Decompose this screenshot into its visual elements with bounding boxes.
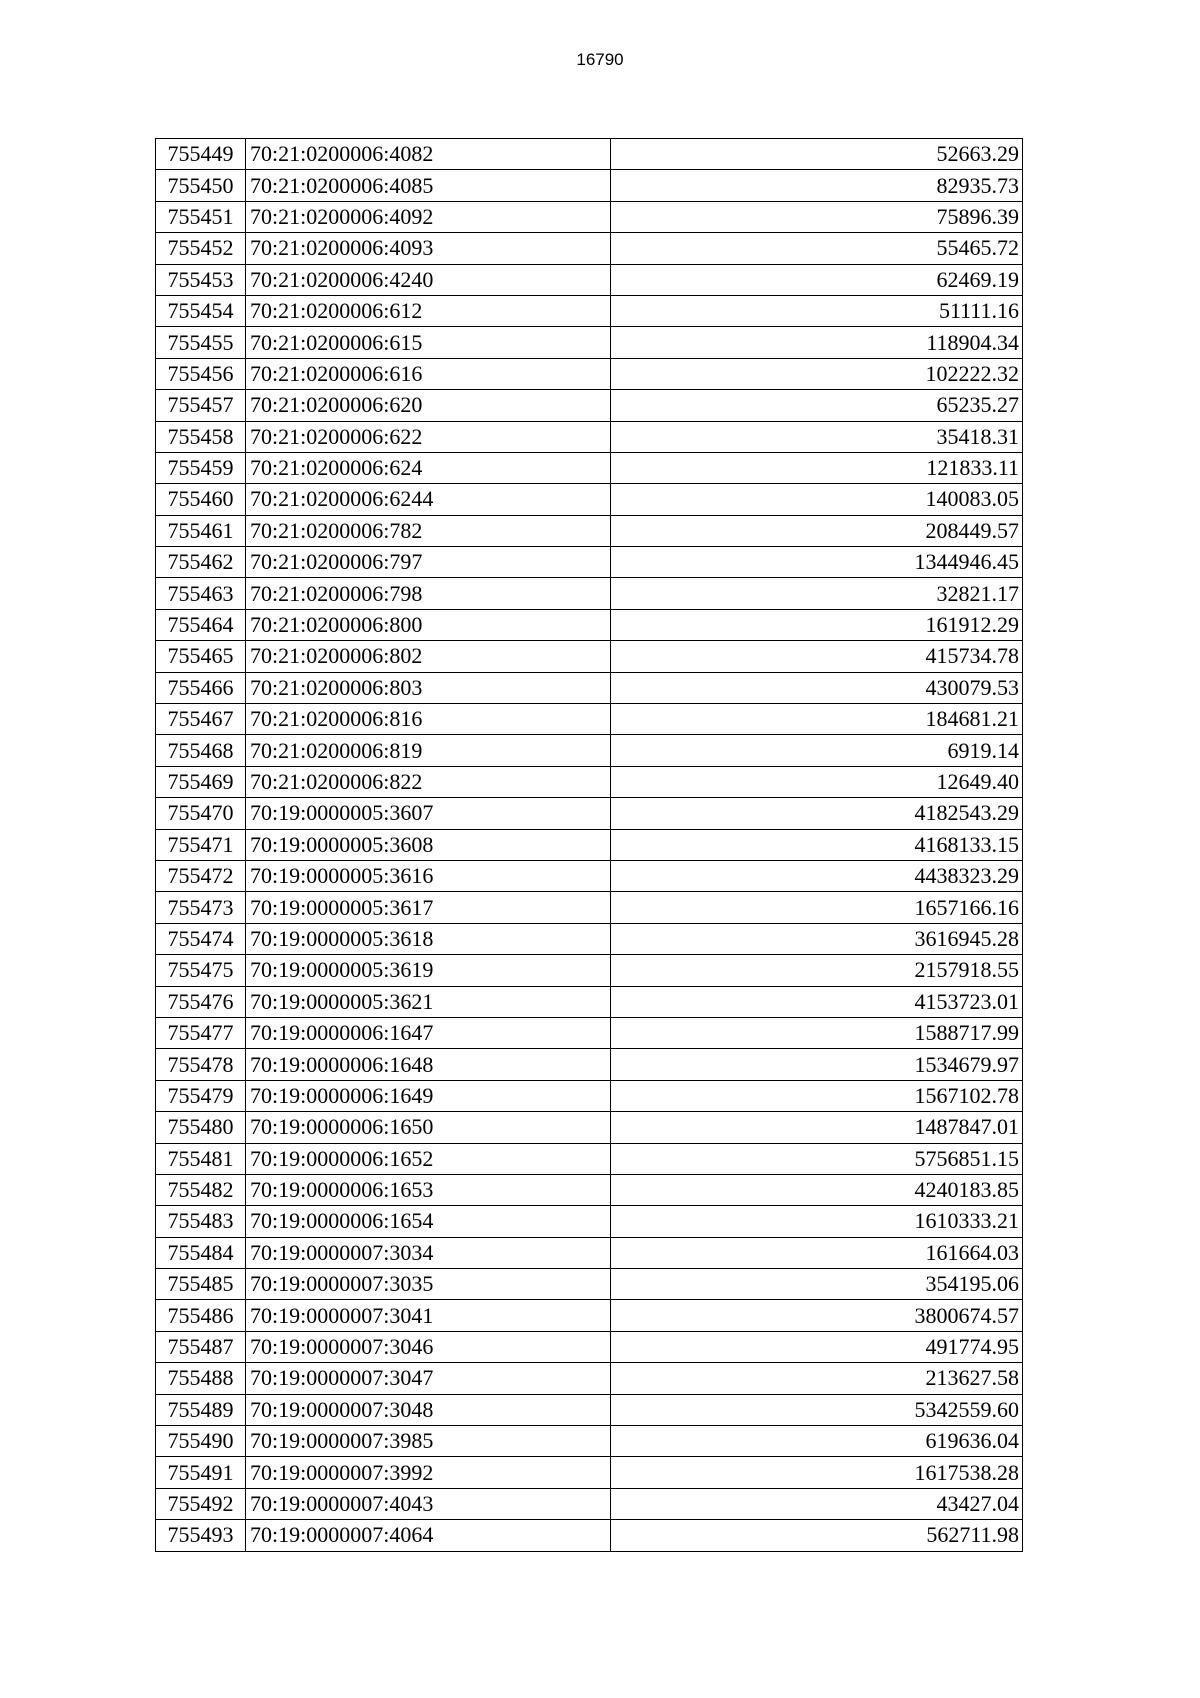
table-body <box>156 139 1023 1552</box>
value-cell: 3616945.28 <box>611 923 1023 954</box>
cadastral-number-cell: 70:21:0200006:816 <box>246 704 611 735</box>
value-cell: 75896.39 <box>611 201 1023 232</box>
row-number-cell: 755461 <box>156 515 246 546</box>
row-number-cell: 755481 <box>156 1143 246 1174</box>
table-row <box>156 735 1023 766</box>
cadastral-number-cell: 70:21:0200006:4082 <box>246 139 611 170</box>
table-row <box>156 1206 1023 1237</box>
row-number-cell: 755458 <box>156 421 246 452</box>
row-number-cell: 755485 <box>156 1269 246 1300</box>
table-row <box>156 609 1023 640</box>
table-row <box>156 641 1023 672</box>
table-row <box>156 452 1023 483</box>
value-cell: 619636.04 <box>611 1426 1023 1457</box>
value-cell: 62469.19 <box>611 264 1023 295</box>
value-cell: 562711.98 <box>611 1520 1023 1551</box>
cadastral-number-cell: 70:19:0000006:1648 <box>246 1049 611 1080</box>
table-row <box>156 704 1023 735</box>
value-cell: 102222.32 <box>611 358 1023 389</box>
table-row <box>156 233 1023 264</box>
row-number-cell: 755480 <box>156 1112 246 1143</box>
table-row <box>156 892 1023 923</box>
table-row <box>156 139 1023 170</box>
row-number-cell: 755486 <box>156 1300 246 1331</box>
cadastral-number-cell: 70:19:0000005:3618 <box>246 923 611 954</box>
table-row <box>156 1426 1023 1457</box>
row-number-cell: 755487 <box>156 1331 246 1362</box>
data-table <box>155 138 1023 1552</box>
cadastral-number-cell: 70:19:0000005:3616 <box>246 860 611 891</box>
row-number-cell: 755488 <box>156 1363 246 1394</box>
value-cell: 5756851.15 <box>611 1143 1023 1174</box>
table-row <box>156 1269 1023 1300</box>
value-cell: 43427.04 <box>611 1488 1023 1519</box>
value-cell: 184681.21 <box>611 704 1023 735</box>
row-number-cell: 755467 <box>156 704 246 735</box>
value-cell: 161664.03 <box>611 1237 1023 1268</box>
row-number-cell: 755476 <box>156 986 246 1017</box>
cadastral-number-cell: 70:21:0200006:803 <box>246 672 611 703</box>
table-row <box>156 672 1023 703</box>
cadastral-number-cell: 70:19:0000007:4064 <box>246 1520 611 1551</box>
value-cell: 161912.29 <box>611 609 1023 640</box>
cadastral-number-cell: 70:19:0000006:1650 <box>246 1112 611 1143</box>
row-number-cell: 755489 <box>156 1394 246 1425</box>
value-cell: 2157918.55 <box>611 955 1023 986</box>
table-row <box>156 1520 1023 1551</box>
cadastral-number-cell: 70:21:0200006:798 <box>246 578 611 609</box>
table-row <box>156 766 1023 797</box>
cadastral-number-cell: 70:19:0000006:1647 <box>246 1017 611 1048</box>
table-row <box>156 829 1023 860</box>
table-row <box>156 578 1023 609</box>
cadastral-number-cell: 70:19:0000007:3034 <box>246 1237 611 1268</box>
table-row <box>156 1143 1023 1174</box>
cadastral-number-cell: 70:19:0000005:3608 <box>246 829 611 860</box>
row-number-cell: 755449 <box>156 139 246 170</box>
value-cell: 51111.16 <box>611 295 1023 326</box>
cadastral-number-cell: 70:19:0000006:1649 <box>246 1080 611 1111</box>
cadastral-number-cell: 70:21:0200006:802 <box>246 641 611 672</box>
cadastral-number-cell: 70:21:0200006:612 <box>246 295 611 326</box>
value-cell: 1617538.28 <box>611 1457 1023 1488</box>
cadastral-number-cell: 70:19:0000007:4043 <box>246 1488 611 1519</box>
value-cell: 118904.34 <box>611 327 1023 358</box>
table-row <box>156 295 1023 326</box>
row-number-cell: 755466 <box>156 672 246 703</box>
cadastral-number-cell: 70:21:0200006:4092 <box>246 201 611 232</box>
row-number-cell: 755482 <box>156 1174 246 1205</box>
cadastral-number-cell: 70:19:0000007:3985 <box>246 1426 611 1457</box>
row-number-cell: 755484 <box>156 1237 246 1268</box>
cadastral-number-cell: 70:19:0000007:3035 <box>246 1269 611 1300</box>
table-row <box>156 986 1023 1017</box>
table-row <box>156 421 1023 452</box>
table-row <box>156 1080 1023 1111</box>
row-number-cell: 755468 <box>156 735 246 766</box>
value-cell: 4438323.29 <box>611 860 1023 891</box>
row-number-cell: 755457 <box>156 390 246 421</box>
value-cell: 1344946.45 <box>611 547 1023 578</box>
value-cell: 354195.06 <box>611 1269 1023 1300</box>
value-cell: 5342559.60 <box>611 1394 1023 1425</box>
cadastral-number-cell: 70:19:0000006:1654 <box>246 1206 611 1237</box>
value-cell: 1657166.16 <box>611 892 1023 923</box>
table-row <box>156 798 1023 829</box>
table-row <box>156 1394 1023 1425</box>
value-cell: 1588717.99 <box>611 1017 1023 1048</box>
table-row <box>156 1112 1023 1143</box>
row-number-cell: 755460 <box>156 484 246 515</box>
cadastral-number-cell: 70:19:0000007:3041 <box>246 1300 611 1331</box>
cadastral-number-cell: 70:21:0200006:6244 <box>246 484 611 515</box>
cadastral-number-cell: 70:19:0000005:3621 <box>246 986 611 1017</box>
table-row <box>156 547 1023 578</box>
row-number-cell: 755469 <box>156 766 246 797</box>
page-number: 16790 <box>576 50 624 69</box>
cadastral-number-cell: 70:19:0000005:3619 <box>246 955 611 986</box>
value-cell: 1487847.01 <box>611 1112 1023 1143</box>
row-number-cell: 755491 <box>156 1457 246 1488</box>
cadastral-number-cell: 70:19:0000007:3992 <box>246 1457 611 1488</box>
row-number-cell: 755463 <box>156 578 246 609</box>
value-cell: 12649.40 <box>611 766 1023 797</box>
table-row <box>156 1049 1023 1080</box>
cadastral-number-cell: 70:21:0200006:822 <box>246 766 611 797</box>
table-row <box>156 201 1023 232</box>
value-cell: 32821.17 <box>611 578 1023 609</box>
cadastral-number-cell: 70:21:0200006:622 <box>246 421 611 452</box>
cadastral-number-cell: 70:19:0000006:1653 <box>246 1174 611 1205</box>
row-number-cell: 755464 <box>156 609 246 640</box>
cadastral-number-cell: 70:21:0200006:616 <box>246 358 611 389</box>
cadastral-number-cell: 70:19:0000005:3617 <box>246 892 611 923</box>
row-number-cell: 755479 <box>156 1080 246 1111</box>
table-row <box>156 1174 1023 1205</box>
value-cell: 140083.05 <box>611 484 1023 515</box>
table-row <box>156 390 1023 421</box>
table-row <box>156 923 1023 954</box>
cadastral-number-cell: 70:21:0200006:782 <box>246 515 611 546</box>
row-number-cell: 755478 <box>156 1049 246 1080</box>
table-row <box>156 1017 1023 1048</box>
table-row <box>156 358 1023 389</box>
table-row <box>156 1331 1023 1362</box>
cadastral-number-cell: 70:21:0200006:620 <box>246 390 611 421</box>
cadastral-number-cell: 70:21:0200006:4093 <box>246 233 611 264</box>
row-number-cell: 755459 <box>156 452 246 483</box>
row-number-cell: 755462 <box>156 547 246 578</box>
row-number-cell: 755450 <box>156 170 246 201</box>
value-cell: 1567102.78 <box>611 1080 1023 1111</box>
cadastral-number-cell: 70:21:0200006:819 <box>246 735 611 766</box>
table-row <box>156 264 1023 295</box>
value-cell: 491774.95 <box>611 1331 1023 1362</box>
row-number-cell: 755483 <box>156 1206 246 1237</box>
row-number-cell: 755451 <box>156 201 246 232</box>
cadastral-number-cell: 70:21:0200006:4085 <box>246 170 611 201</box>
row-number-cell: 755465 <box>156 641 246 672</box>
value-cell: 415734.78 <box>611 641 1023 672</box>
value-cell: 4153723.01 <box>611 986 1023 1017</box>
value-cell: 55465.72 <box>611 233 1023 264</box>
row-number-cell: 755492 <box>156 1488 246 1519</box>
row-number-cell: 755454 <box>156 295 246 326</box>
value-cell: 4240183.85 <box>611 1174 1023 1205</box>
row-number-cell: 755471 <box>156 829 246 860</box>
cadastral-number-cell: 70:21:0200006:4240 <box>246 264 611 295</box>
value-cell: 430079.53 <box>611 672 1023 703</box>
row-number-cell: 755477 <box>156 1017 246 1048</box>
value-cell: 1534679.97 <box>611 1049 1023 1080</box>
row-number-cell: 755475 <box>156 955 246 986</box>
row-number-cell: 755493 <box>156 1520 246 1551</box>
value-cell: 52663.29 <box>611 139 1023 170</box>
table-row <box>156 860 1023 891</box>
table-row <box>156 484 1023 515</box>
value-cell: 4182543.29 <box>611 798 1023 829</box>
cadastral-number-cell: 70:19:0000007:3047 <box>246 1363 611 1394</box>
value-cell: 121833.11 <box>611 452 1023 483</box>
cadastral-number-cell: 70:21:0200006:624 <box>246 452 611 483</box>
row-number-cell: 755474 <box>156 923 246 954</box>
value-cell: 1610333.21 <box>611 1206 1023 1237</box>
row-number-cell: 755472 <box>156 860 246 891</box>
table-row <box>156 515 1023 546</box>
value-cell: 35418.31 <box>611 421 1023 452</box>
value-cell: 82935.73 <box>611 170 1023 201</box>
cadastral-number-cell: 70:21:0200006:797 <box>246 547 611 578</box>
cadastral-number-cell: 70:19:0000005:3607 <box>246 798 611 829</box>
value-cell: 213627.58 <box>611 1363 1023 1394</box>
row-number-cell: 755470 <box>156 798 246 829</box>
row-number-cell: 755455 <box>156 327 246 358</box>
table-row <box>156 327 1023 358</box>
value-cell: 208449.57 <box>611 515 1023 546</box>
row-number-cell: 755490 <box>156 1426 246 1457</box>
row-number-cell: 755452 <box>156 233 246 264</box>
value-cell: 3800674.57 <box>611 1300 1023 1331</box>
cadastral-number-cell: 70:19:0000007:3048 <box>246 1394 611 1425</box>
cadastral-number-cell: 70:19:0000006:1652 <box>246 1143 611 1174</box>
table-row <box>156 1363 1023 1394</box>
table-row <box>156 1457 1023 1488</box>
table-row <box>156 955 1023 986</box>
value-cell: 6919.14 <box>611 735 1023 766</box>
row-number-cell: 755473 <box>156 892 246 923</box>
table-row <box>156 1300 1023 1331</box>
value-cell: 4168133.15 <box>611 829 1023 860</box>
table-row <box>156 1488 1023 1519</box>
cadastral-number-cell: 70:21:0200006:615 <box>246 327 611 358</box>
row-number-cell: 755453 <box>156 264 246 295</box>
row-number-cell: 755456 <box>156 358 246 389</box>
table-row <box>156 170 1023 201</box>
cadastral-number-cell: 70:21:0200006:800 <box>246 609 611 640</box>
value-cell: 65235.27 <box>611 390 1023 421</box>
cadastral-number-cell: 70:19:0000007:3046 <box>246 1331 611 1362</box>
table-row <box>156 1237 1023 1268</box>
